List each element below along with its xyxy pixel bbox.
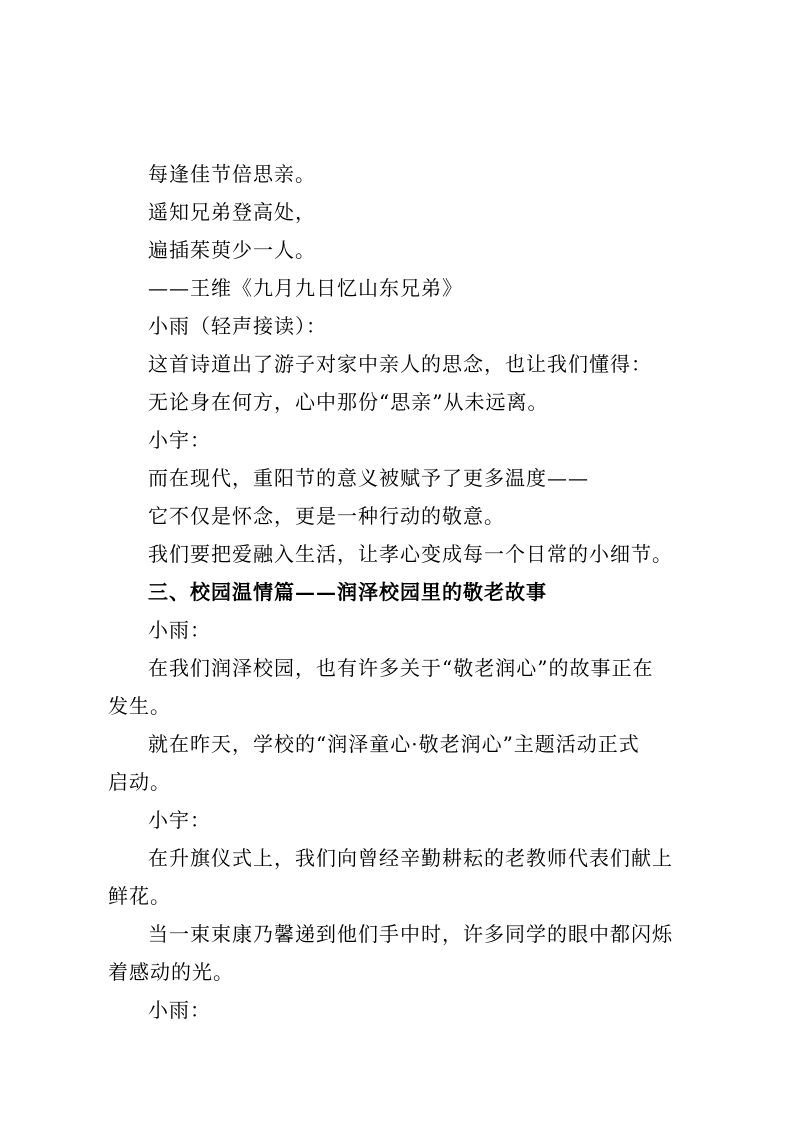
paragraph-line-continued: 发生。 [108, 694, 171, 718]
paragraph-line-continued: 着感动的光。 [108, 960, 234, 984]
paragraph-line: 当一束束康乃馨递到他们手中时，许多同学的眼中都闪烁 [148, 922, 673, 946]
poem-line-1: 每逢佳节倍思亲。 [148, 162, 316, 186]
paragraph-line: 它不仅是怀念，更是一种行动的敬意。 [148, 504, 505, 528]
poem-attribution: ——王维《九月九日忆山东兄弟》 [148, 276, 463, 300]
section-heading: 三、校园温情篇——润泽校园里的敬老故事 [148, 580, 547, 604]
paragraph-line-continued: 启动。 [108, 770, 171, 794]
speaker-xiaoyu-2: 小宇： [148, 808, 211, 832]
poem-line-2: 遥知兄弟登高处， [148, 200, 316, 224]
paragraph-line: 就在昨天，学校的“润泽童心·敬老润心”主题活动正式 [148, 732, 640, 756]
paragraph-line: 无论身在何方，心中那份“思亲”从未远离。 [148, 390, 549, 414]
speaker-xiaoyu-rain-1: 小雨（轻声接读）： [148, 314, 327, 338]
paragraph-line: 在我们润泽校园，也有许多关于“敬老润心”的故事正在 [148, 656, 654, 680]
paragraph-line: 我们要把爱融入生活，让孝心变成每一个日常的小细节。 [148, 542, 673, 566]
paragraph-line: 在升旗仪式上，我们向曾经辛勤耕耘的老教师代表们献上 [148, 846, 673, 870]
poem-line-3: 遍插茱萸少一人。 [148, 238, 316, 262]
paragraph-line: 而在现代，重阳节的意义被赋予了更多温度—— [148, 466, 589, 490]
speaker-xiaoyu-rain-3: 小雨： [148, 998, 211, 1022]
speaker-xiaoyu-rain-2: 小雨： [148, 618, 211, 642]
paragraph-line-continued: 鲜花。 [108, 884, 171, 908]
paragraph-line: 这首诗道出了游子对家中亲人的思念，也让我们懂得： [148, 352, 652, 376]
speaker-xiaoyu-1: 小宇： [148, 428, 211, 452]
